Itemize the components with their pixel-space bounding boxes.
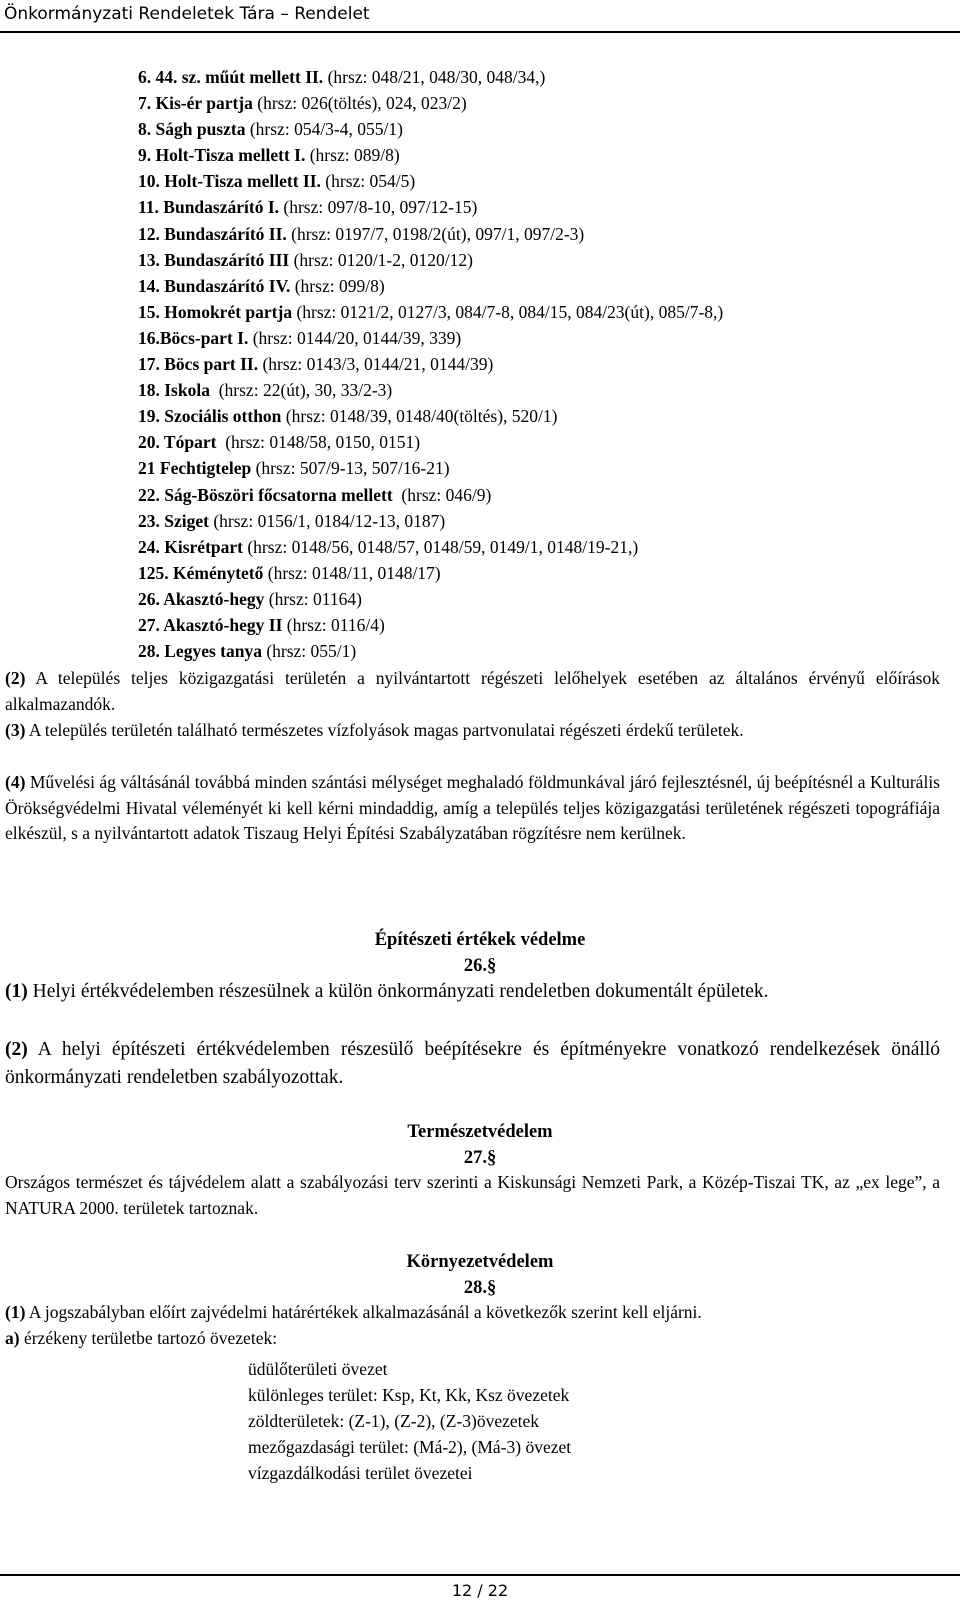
paragraph-text: A település teljes közigazgatási területén a nyilvántartott régészeti lelőhelyek esetében az általános érvényű előírások alkalmazandók. xyxy=(5,668,940,714)
site-list-item xyxy=(138,612,723,638)
page-number: 12 / 22 xyxy=(451,1581,509,1600)
paragraph-marker: (4) xyxy=(5,772,26,792)
paragraph-text: Helyi értékvédelemben részesülnek a külön önkormányzati rendeletben dokumentált épületek. xyxy=(27,981,769,1002)
site-parcels: (hrsz: 0148/58, 0150, 0151) xyxy=(216,432,421,453)
site-name: 27. Akasztó-hegy II xyxy=(138,614,283,635)
paragraph-marker: (2) xyxy=(5,668,26,688)
site-parcels: (hrsz: 055/1) xyxy=(261,641,357,662)
site-parcels: (hrsz: 0116/4) xyxy=(282,614,385,635)
site-parcels: (hrsz: 097/8-10, 097/12-15) xyxy=(279,197,478,218)
site-list-item xyxy=(138,90,723,116)
archaeological-sites-list xyxy=(138,64,723,664)
section-27-number: 27.§ xyxy=(463,1148,497,1168)
site-list-item xyxy=(138,325,723,351)
site-parcels: (hrsz: 22(út), 30, 33/2-3) xyxy=(209,380,393,401)
paragraph-3 xyxy=(5,718,940,744)
site-list-item xyxy=(138,273,723,299)
site-parcels: (hrsz: 0156/1, 0184/12-13, 0187) xyxy=(208,510,446,531)
site-name: 13. Bundaszárító III xyxy=(138,249,290,270)
site-list-item xyxy=(138,247,723,273)
site-name: 10. Holt-Tisza mellett II. xyxy=(138,171,321,192)
site-name: 11. Bundaszárító I. xyxy=(138,197,279,218)
site-parcels: (hrsz: 099/8) xyxy=(290,275,385,296)
section-27-paragraph: Országos természet és tájvédelem alatt a szabályozási terv szerinti a Kiskunsági Nemzeti Park, a Közép-Tiszai TK, az „ex lege”, a NATURA 2000. területek tartoznak. xyxy=(5,1172,940,1218)
footer-divider xyxy=(0,1574,960,1576)
zone-list-item: vízgazdálkodási terület övezetei xyxy=(248,1463,473,1483)
section-28-paragraph-1 xyxy=(5,1300,940,1326)
section-27-title: Természetvédelem xyxy=(407,1122,553,1142)
site-parcels: (hrsz: 046/9) xyxy=(392,484,492,505)
site-name: 24. Kisrétpart xyxy=(138,536,243,557)
site-parcels: (hrsz: 054/3-4, 055/1) xyxy=(245,119,403,140)
site-list-item xyxy=(138,377,723,403)
site-parcels: (hrsz: 507/9-13, 507/16-21) xyxy=(251,458,450,479)
site-name: 20. Tópart xyxy=(138,432,217,453)
site-name: 28. Legyes tanya xyxy=(138,641,262,662)
site-parcels: (hrsz: 0120/1-2, 0120/12) xyxy=(289,249,473,270)
zone-list-item: zöldterületek: (Z-1), (Z-2), (Z-3)övezetek xyxy=(248,1411,540,1431)
section-26-paragraph-2 xyxy=(5,1036,940,1092)
site-parcels: (hrsz: 089/8) xyxy=(305,145,400,166)
zone-list-item: különleges terület: Ksp, Kt, Kk, Ksz övezetek xyxy=(248,1385,570,1405)
paragraph-text: A helyi építészeti értékvédelemben részesülő beépítésekre és építményekre vonatkozó rendelkezések önálló önkormányzati rendeletben szabályozottak. xyxy=(5,1039,940,1088)
section-26-title: Építészeti értékek védelme xyxy=(374,930,586,950)
site-list-item xyxy=(138,194,723,220)
site-name: 12. Bundaszárító II. xyxy=(138,223,287,244)
section-26-number: 26.§ xyxy=(463,956,497,976)
site-list-item xyxy=(138,586,723,612)
paragraph-marker: (1) xyxy=(5,1302,26,1322)
site-name: 7. Kis-ér partja xyxy=(138,93,253,114)
section-28-title: Környezetvédelem xyxy=(406,1252,554,1272)
paragraph-marker: (2) xyxy=(5,1039,28,1060)
site-list-item xyxy=(138,64,723,90)
site-parcels: (hrsz: 0148/39, 0148/40(töltés), 520/1) xyxy=(281,406,558,427)
site-list-item xyxy=(138,455,723,481)
paragraph-marker: (3) xyxy=(5,720,26,740)
paragraph-2 xyxy=(5,666,940,717)
site-name: 26. Akasztó-hegy xyxy=(138,588,265,609)
section-28-number: 28.§ xyxy=(463,1278,497,1298)
section-26-paragraph-1 xyxy=(5,978,940,1006)
site-parcels: (hrsz: 054/5) xyxy=(320,171,416,192)
section-28-item-a xyxy=(5,1326,940,1352)
zone-list-item: üdülőterületi övezet xyxy=(248,1359,388,1379)
site-list-item xyxy=(138,168,723,194)
site-parcels: (hrsz: 0121/2, 0127/3, 084/7-8, 084/15, 084/23(út), 085/7-8,) xyxy=(292,301,724,322)
paragraph-marker: (1) xyxy=(5,981,28,1002)
header-title: Önkormányzati Rendeletek Tára – Rendelet xyxy=(4,4,370,24)
site-list-item xyxy=(138,560,723,586)
paragraph-text: Művelési ág váltásánál továbbá minden szántási mélységet meghaladó földmunkával járó fejlesztésnél, új beépítésnél a Kulturális Örökségvédelmi Hivatal véleményét ki kell kérni mindaddig, amíg a település teljes közigazgatási területének régészeti topográfiája elkészül, s a nyilvántartott adatok Tiszaug Helyi Építési Szabályzatában rögzítésre nem kerülnek. xyxy=(5,772,940,843)
site-name: 21 Fechtigtelep xyxy=(138,458,252,479)
site-parcels: (hrsz: 0148/11, 0148/17) xyxy=(263,562,441,583)
site-list-item xyxy=(138,534,723,560)
site-parcels: (hrsz: 0197/7, 0198/2(út), 097/1, 097/2-3) xyxy=(286,223,585,244)
site-name: 22. Ság-Böszöri főcsatorna mellett xyxy=(138,484,393,505)
site-name: 19. Szociális otthon xyxy=(138,406,282,427)
paragraph-text: A település területén található természetes vízfolyások magas partvonulatai régészeti érdekű területek. xyxy=(25,720,744,740)
site-list-item xyxy=(138,508,723,534)
site-name: 125. Kéménytető xyxy=(138,562,264,583)
site-parcels: (hrsz: 048/21, 048/30, 048/34,) xyxy=(323,67,546,87)
site-list-item xyxy=(138,429,723,455)
item-text: érzékeny területbe tartozó övezetek: xyxy=(19,1328,278,1348)
site-list-item xyxy=(138,299,723,325)
site-name: 14. Bundaszárító IV. xyxy=(138,275,291,296)
site-name: 23. Sziget xyxy=(138,510,209,531)
zone-list-item: mezőgazdasági terület: (Má-2), (Má-3) övezet xyxy=(248,1437,572,1457)
site-list-item xyxy=(138,116,723,142)
site-parcels: (hrsz: 0143/3, 0144/21, 0144/39) xyxy=(258,354,494,375)
site-parcels: (hrsz: 026(töltés), 024, 023/2) xyxy=(252,93,467,114)
site-list-item xyxy=(138,221,723,247)
paragraph-4 xyxy=(5,770,940,847)
item-marker: a) xyxy=(5,1328,20,1348)
site-parcels: (hrsz: 0144/20, 0144/39, 339) xyxy=(248,327,462,348)
site-name: 17. Böcs part II. xyxy=(138,354,259,375)
site-parcels: (hrsz: 01164) xyxy=(264,588,362,609)
site-list-item xyxy=(138,482,723,508)
document-header xyxy=(0,0,960,32)
site-list-item xyxy=(138,142,723,168)
site-name: 6. 44. sz. műút mellett II. xyxy=(138,67,324,87)
site-name: 8. Ságh puszta xyxy=(138,119,246,140)
site-list-item xyxy=(138,403,723,429)
site-parcels: (hrsz: 0148/56, 0148/57, 0148/59, 0149/1, 0148/19-21,) xyxy=(242,536,639,557)
paragraph-text: A jogszabályban előírt zajvédelmi határértékek alkalmazásánál a következők szerint kell eljárni. xyxy=(25,1302,702,1322)
site-name: 18. Iskola xyxy=(138,380,210,401)
site-name: 9. Holt-Tisza mellett I. xyxy=(138,145,306,166)
sensitive-zones-list xyxy=(248,1356,571,1486)
site-list-item xyxy=(138,638,723,664)
site-list-item xyxy=(138,351,723,377)
site-name: 15. Homokrét partja xyxy=(138,301,293,322)
header-divider xyxy=(0,31,960,33)
site-name: 16.Böcs-part I. xyxy=(138,327,249,348)
